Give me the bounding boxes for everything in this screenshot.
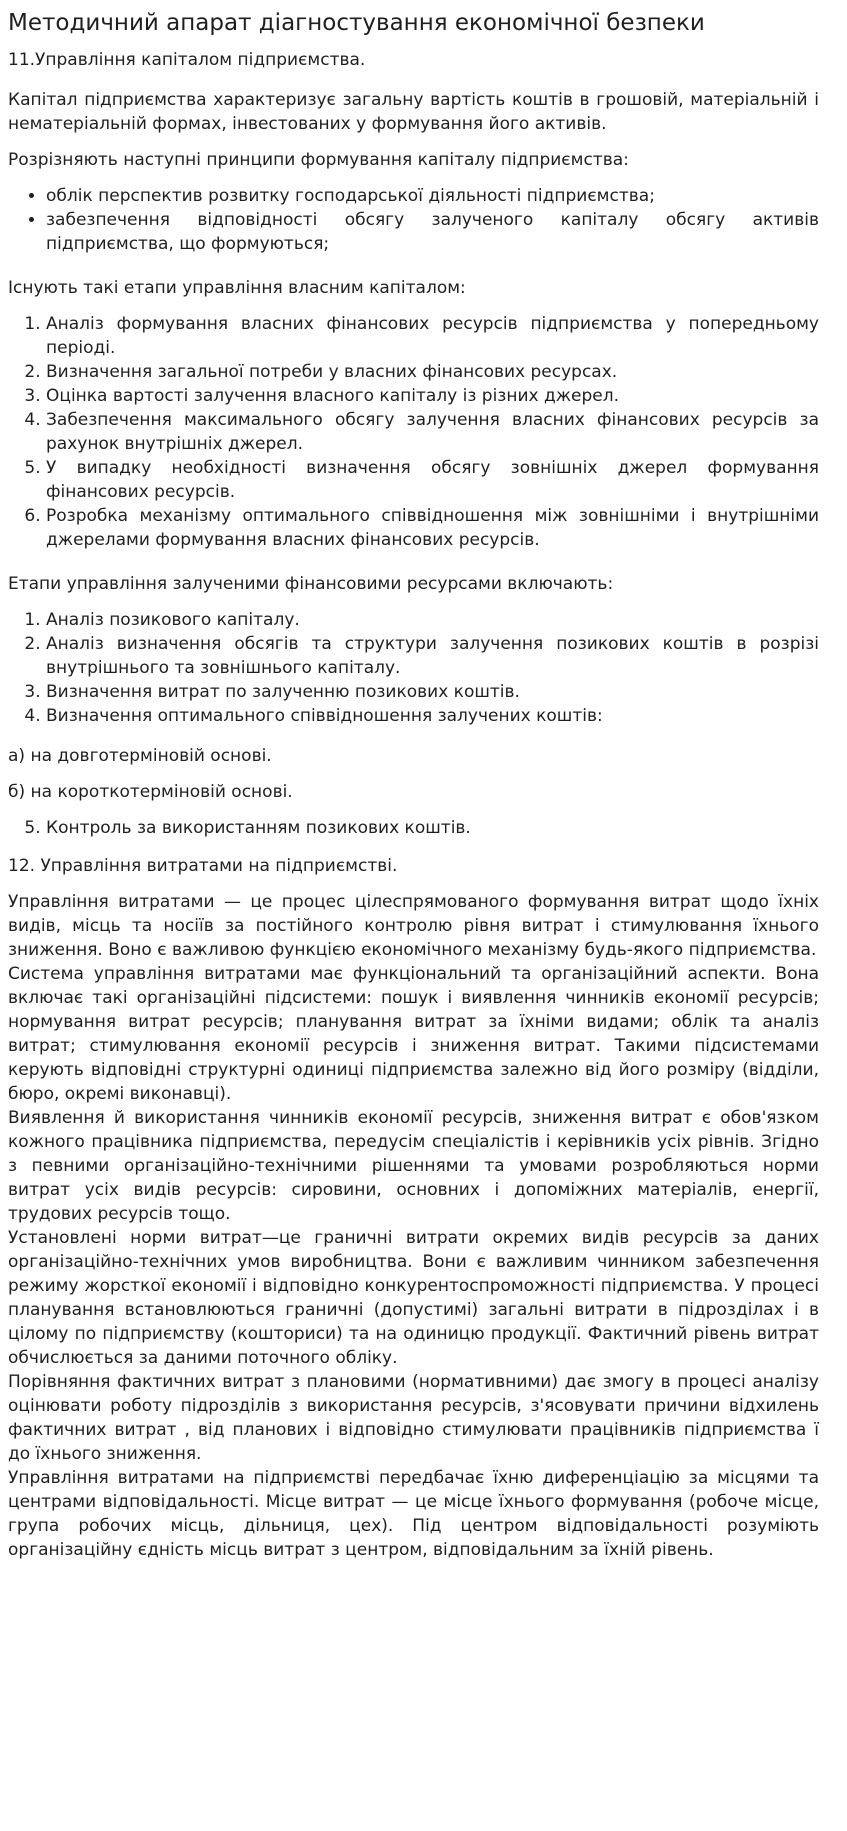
list-item: 1. Аналіз формування власних фінансових ресурсів підприємства у попередньому періоді.: [46, 312, 819, 360]
sub-item-b: б) на короткотерміновій основі.: [8, 782, 293, 802]
borrowed-capital-intro: Етапи управління залученими фінансовими ресурсами включають:: [8, 574, 614, 594]
list-item: 5. Контроль за використанням позикових коштів.: [46, 816, 819, 840]
list-item: • облік перспектив розвитку господарської діяльності підприємства;: [46, 184, 819, 208]
list-item: 5. У випадку необхідності визначення обсягу зовнішніх джерел формування фінансових ресурсів.: [46, 456, 819, 504]
capital-definition-paragraph: Капітал підприємства характеризує загальну вартість коштів в грошовій, матеріальній і нематеріальній формах, інвестованих у формування його активів.: [8, 90, 819, 134]
paragraph: Система управління витратами має функціональний та організаційний аспекти. Вона включає такі організаційні підсистеми: пошук і виявлення чинників економії ресурсів; нормування витрат ресурсів; планування витрат за їхніми видами; облік та аналіз витрат; стимулювання економії ресурсів і зниження витрат. Такими підсистемами керують відповідні структурні одиниці підприємства залежно від його розміру (відділи, бюро, окремі виконавці).: [8, 964, 819, 1104]
paragraph: Порівняння фактичних витрат з плановими (нормативними) дає змогу в процесі аналізу оцінювати роботу підрозділів з використання ресурсів, з'ясовувати причини відхилень фактичних витрат , від планових і відповідно стимулювати працівників підприємства ї до їхнього зниження.: [8, 1372, 819, 1464]
principles-list: [8, 184, 819, 256]
section-12-heading: 12. Управління витратами на підприємстві.: [8, 856, 398, 876]
list-item: 2. Визначення загальної потреби у власних фінансових ресурсах.: [46, 360, 819, 384]
document-title: Методичний апарат діагностування економічної безпеки: [8, 10, 705, 36]
list-item: • забезпечення відповідності обсягу залученого капіталу обсягу активів підприємства, що формуються;: [46, 208, 819, 256]
borrowed-capital-step-5: [8, 816, 819, 840]
own-capital-intro: Існують такі етапи управління власним капіталом:: [8, 278, 466, 298]
sub-item-a: а) на довготерміновій основі.: [8, 746, 272, 766]
list-item: 3. Оцінка вартості залучення власного капіталу із різних джерел.: [46, 384, 819, 408]
list-item: 1. Аналіз позикового капіталу.: [46, 608, 819, 632]
paragraph: Установлені норми витрат—це граничні витрати окремих видів ресурсів за даних організаційно-технічних умов виробництва. Вони є важливим чинником забезпечення режиму жорсткої економії і відповідно конкурентоспроможності підприємства. У процесі планування встановлюються граничні (допустимі) загальні витрати в підрозділах і в цілому по підприємству (кошториси) та на одиницю продукції. Фактичний рівень витрат обчислюється за даними поточного обліку.: [8, 1228, 819, 1368]
section-11-heading: 11.Управління капіталом підприємства.: [8, 50, 366, 70]
principles-intro: Розрізняють наступні принципи формування капіталу підприємства:: [8, 150, 629, 170]
section-12-body: [8, 890, 819, 1562]
paragraph: Управління витратами — це процес цілеспрямованого формування витрат щодо їхніх видів, місць та носіїв за постійного контролю рівня витрат і стимулювання їхнього зниження. Воно є важливою функцією економічного механізму будь-якого підприємства.: [8, 892, 819, 960]
document-page: [0, 8, 829, 1562]
list-item: 6. Розробка механізму оптимального співвідношення між зовнішніми і внутрішніми джерелами формування власних фінансових ресурсів.: [46, 504, 819, 552]
paragraph: Виявлення й використання чинників економії ресурсів, зниження витрат є обов'язком кожного працівника підприємства, передусім спеціалістів і керівників усіх рівнів. Згідно з певними організаційно-технічними рішеннями та умовами розробляються норми витрат усіх видів ресурсів: сировини, основних і допоміжних матеріалів, енергії, трудових ресурсів тощо.: [8, 1108, 819, 1224]
list-item: 3. Визначення витрат по залученню позикових коштів.: [46, 680, 819, 704]
list-item: 2. Аналіз визначення обсягів та структури залучення позикових коштів в розрізі внутрішнього та зовнішнього капіталу.: [46, 632, 819, 680]
paragraph: Управління витратами на підприємстві передбачає їхню диференціацію за місцями та центрами відповідальності. Місце витрат — це місце їхнього формування (робоче місце, група робочих місць, дільниця, цех). Під центром відповідальності розуміють організаційну єдність місць витрат з центром, відповідальним за їхній рівень.: [8, 1468, 819, 1560]
borrowed-capital-steps: [8, 608, 819, 728]
list-item: 4. Визначення оптимального співвідношення залучених коштів:: [46, 704, 819, 728]
list-item: 4. Забезпечення максимального обсягу залучення власних фінансових ресурсів за рахунок внутрішніх джерел.: [46, 408, 819, 456]
own-capital-steps: [8, 312, 819, 552]
